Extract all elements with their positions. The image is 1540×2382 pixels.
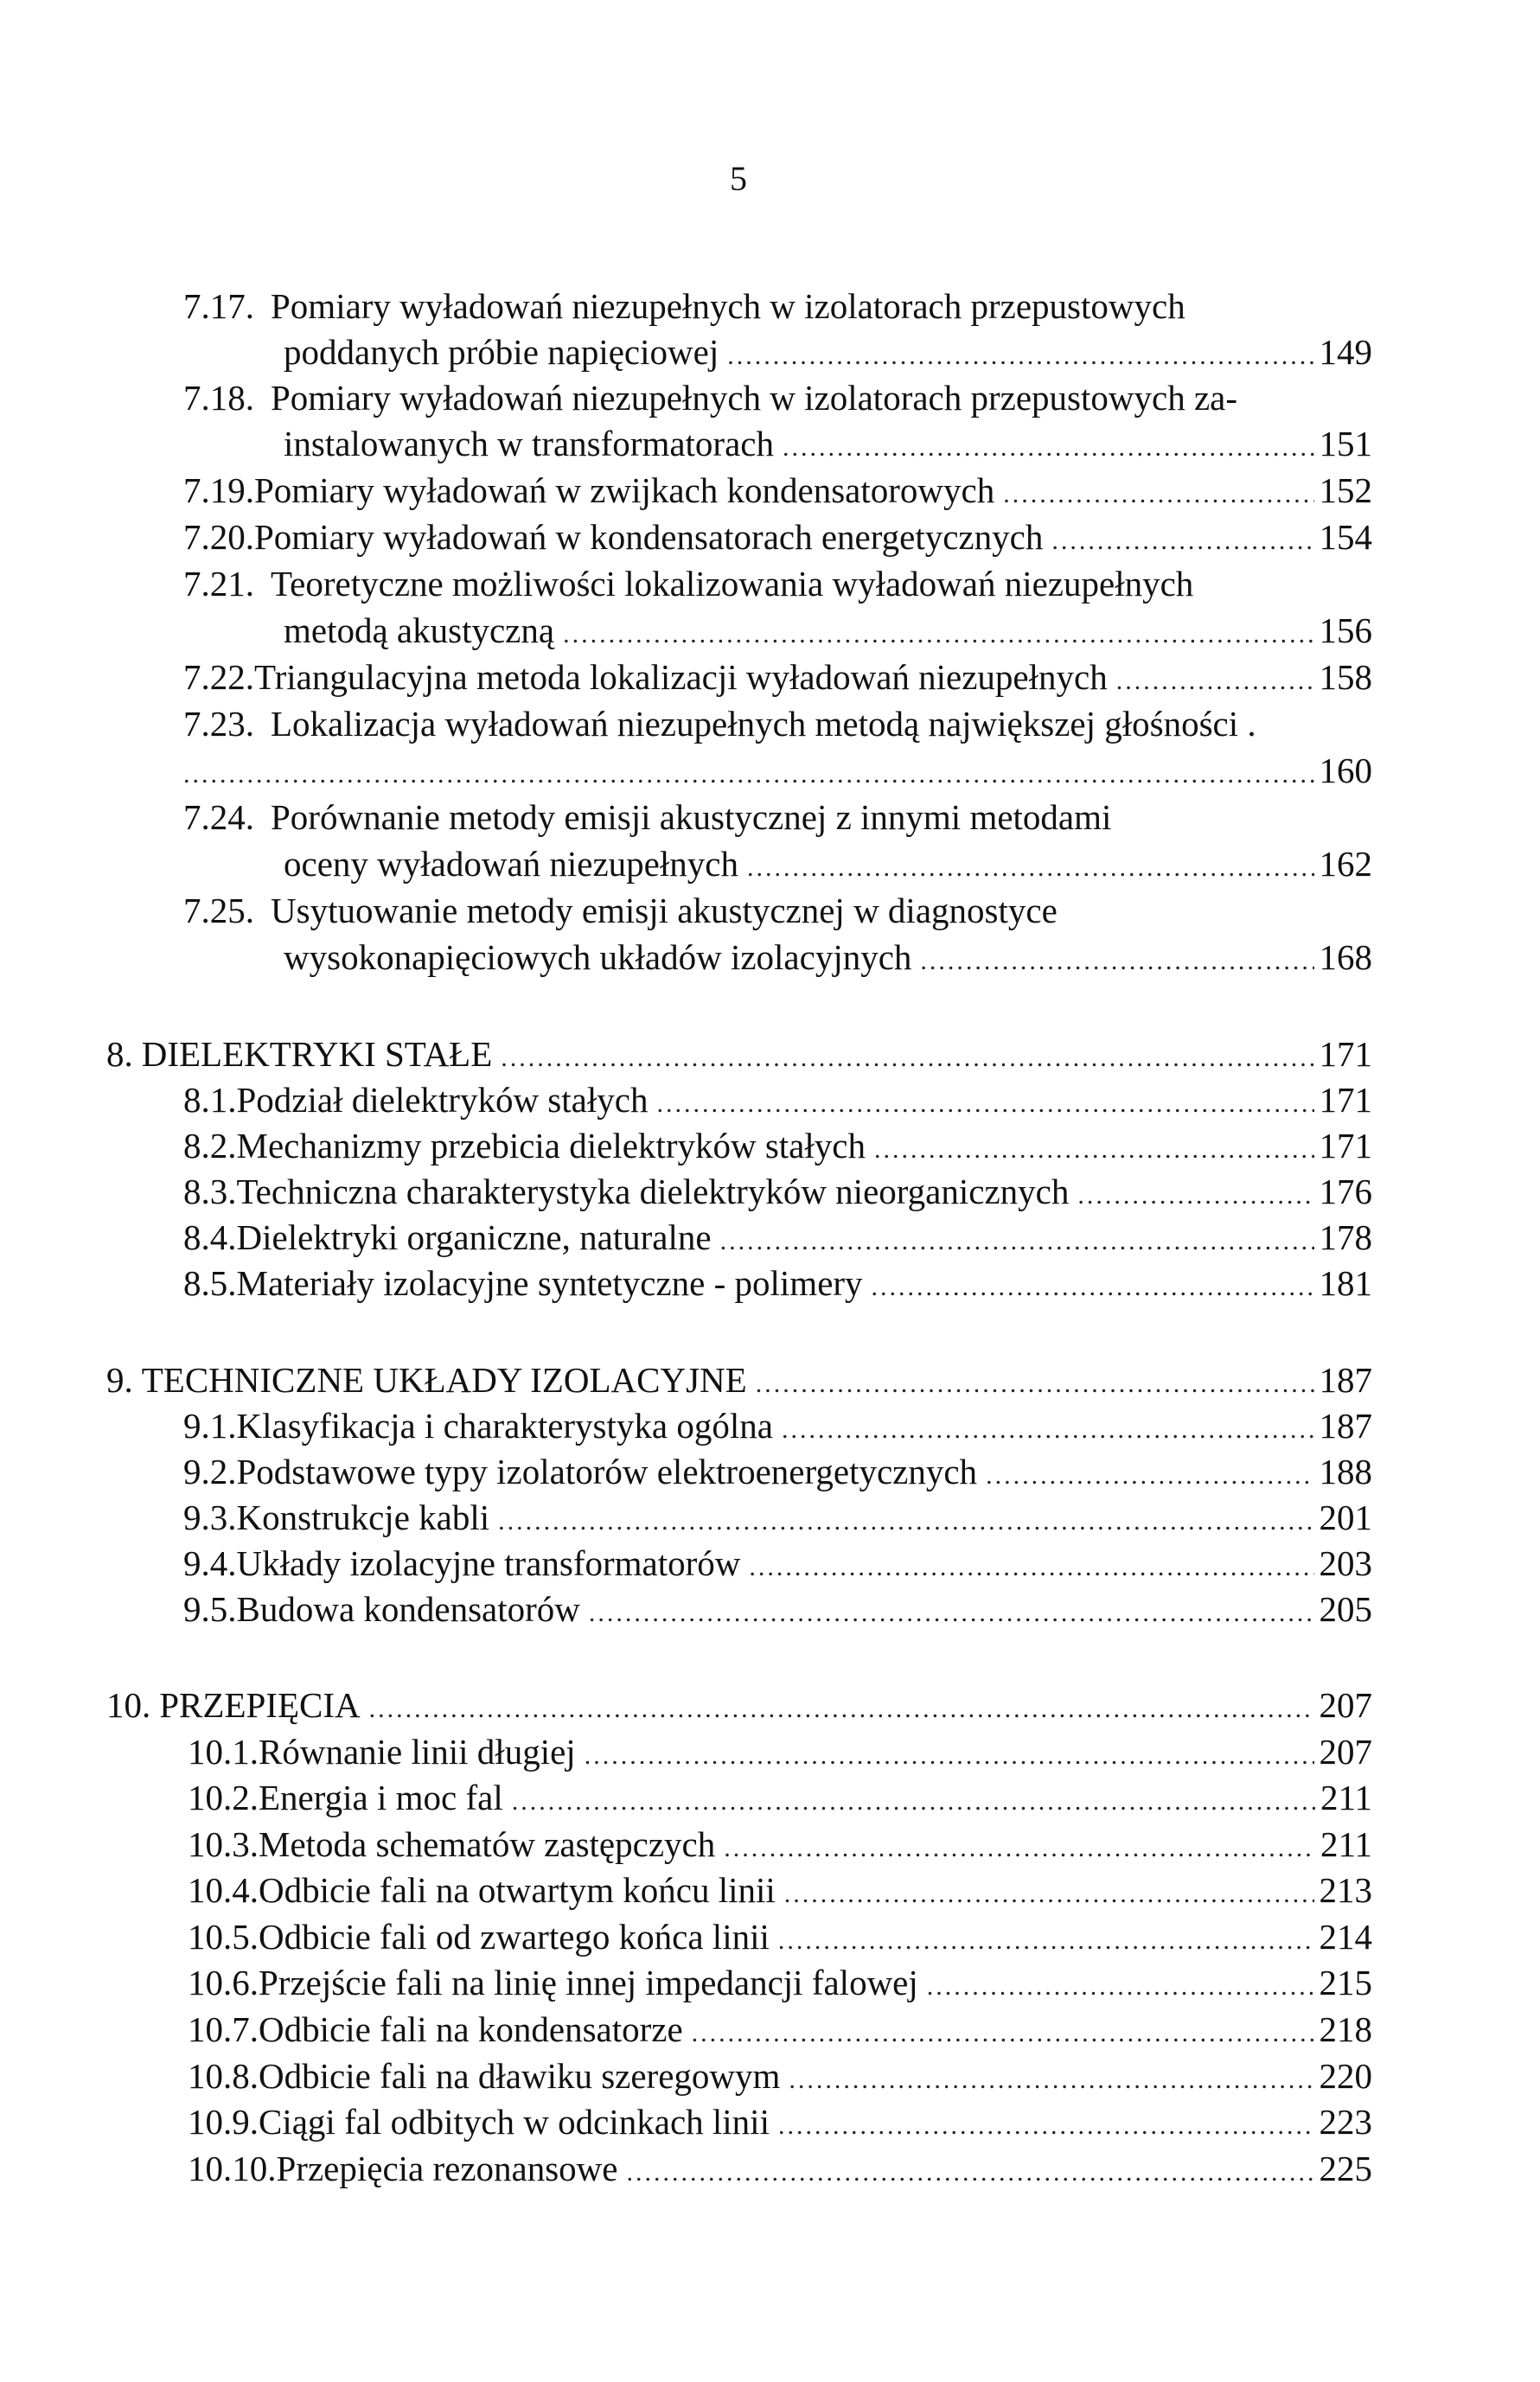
toc-entry-7-23-continuation[interactable] bbox=[183, 747, 1372, 794]
section-number: 9.1. bbox=[183, 1406, 237, 1446]
toc-chapter-8[interactable] bbox=[106, 1031, 1372, 1077]
section-title-continuation: metodą akustyczną bbox=[284, 610, 555, 650]
page-ref: 171 bbox=[1319, 1126, 1372, 1165]
section-number: 8.4. bbox=[183, 1217, 237, 1257]
toc-entry-7-18-continuation[interactable] bbox=[284, 420, 1372, 467]
dot-leader bbox=[778, 2103, 1314, 2149]
page-ref: 171 bbox=[1319, 1034, 1372, 1074]
page-ref: 181 bbox=[1319, 1263, 1372, 1303]
section-number: 7.20. bbox=[183, 517, 254, 557]
toc-entry-10-2[interactable] bbox=[188, 1774, 1372, 1821]
dot-leader bbox=[1051, 518, 1313, 565]
toc-entry-9-3[interactable] bbox=[183, 1494, 1372, 1541]
section-title: Lokalizacja wyładowań niezupełnych metodą największej głośności . bbox=[271, 704, 1256, 744]
section-title: Metoda schematów zastępczych bbox=[259, 1824, 716, 1864]
page-ref: 168 bbox=[1319, 937, 1372, 977]
section-title: Odbicie fali na kondensatorze bbox=[259, 2009, 683, 2049]
toc-entry-10-5[interactable] bbox=[188, 1913, 1372, 1960]
page-ref: 223 bbox=[1319, 2102, 1372, 2142]
toc-chapter-10[interactable] bbox=[106, 1682, 1372, 1728]
toc-entry-10-1[interactable] bbox=[188, 1728, 1372, 1775]
toc-entry-7-22[interactable] bbox=[183, 654, 1372, 700]
dot-leader bbox=[692, 2010, 1314, 2057]
dot-leader bbox=[501, 1035, 1313, 1082]
section-number: 8.5. bbox=[183, 1263, 237, 1303]
toc-entry-7-21-continuation[interactable] bbox=[284, 607, 1372, 654]
section-title: Pomiary wyładowań niezupełnych w izolatorach przepustowych bbox=[271, 286, 1185, 326]
toc-entry-9-2[interactable] bbox=[183, 1448, 1372, 1495]
toc-entry-9-5[interactable] bbox=[183, 1586, 1372, 1632]
page-ref: 205 bbox=[1319, 1589, 1372, 1629]
page-ref: 218 bbox=[1319, 2009, 1372, 2049]
section-number: 9.4. bbox=[183, 1543, 237, 1583]
dot-leader bbox=[724, 1825, 1315, 1872]
toc-entry-8-4[interactable] bbox=[183, 1214, 1372, 1261]
chapter-number: 10. bbox=[106, 1685, 151, 1725]
page-ref: 214 bbox=[1319, 1917, 1372, 1957]
section-number: 7.18. bbox=[183, 378, 254, 418]
section-title: Materiały izolacyjne syntetyczne - polimery bbox=[236, 1263, 863, 1303]
section-number: 8.3. bbox=[183, 1172, 237, 1211]
section-number: 7.25. bbox=[183, 891, 254, 930]
dot-leader bbox=[920, 938, 1313, 985]
page-ref: 215 bbox=[1319, 1963, 1372, 2002]
toc-entry-7-25-continuation[interactable] bbox=[284, 934, 1372, 980]
section-title: Podział dielektryków stałych bbox=[236, 1080, 649, 1120]
section-number: 7.19. bbox=[183, 470, 254, 510]
dot-leader bbox=[585, 1733, 1314, 1779]
section-title: Energia i moc fal bbox=[259, 1778, 503, 1817]
toc-entry-10-8[interactable] bbox=[188, 2053, 1372, 2099]
page-ref: 160 bbox=[1319, 750, 1372, 790]
toc-entry-9-4[interactable] bbox=[183, 1540, 1372, 1587]
toc-chapter-9[interactable] bbox=[106, 1357, 1372, 1403]
section-title: Odbicie fali od zwartego końca linii bbox=[259, 1917, 770, 1957]
section-title: Pomiary wyładowań niezupełnych w izolatorach przepustowych za- bbox=[271, 378, 1237, 418]
toc-entry-10-6[interactable] bbox=[188, 1959, 1372, 2006]
dot-leader bbox=[872, 1264, 1314, 1311]
page-ref: 220 bbox=[1319, 2056, 1372, 2096]
section-title: Ciągi fal odbitych w odcinkach linii bbox=[259, 2102, 770, 2142]
toc-entry-8-1[interactable] bbox=[183, 1076, 1372, 1123]
page-ref: 211 bbox=[1320, 1824, 1372, 1864]
dot-leader bbox=[183, 751, 1314, 798]
section-number: 7.24. bbox=[183, 797, 254, 837]
section-number: 7.22. bbox=[183, 657, 254, 697]
page-ref: 201 bbox=[1319, 1498, 1372, 1537]
dot-leader bbox=[1116, 658, 1314, 705]
toc-entry-7-20[interactable] bbox=[183, 514, 1372, 560]
section-number: 10.2. bbox=[188, 1778, 259, 1817]
section-title: Przejście fali na linię innej impedancji falowej bbox=[259, 1963, 918, 2002]
section-title: Usytuowanie metody emisji akustycznej w diagnostyce bbox=[271, 891, 1058, 930]
section-title: Porównanie metody emisji akustycznej z innymi metodami bbox=[271, 797, 1112, 837]
section-number: 9.2. bbox=[183, 1452, 237, 1491]
dot-leader bbox=[563, 611, 1313, 658]
section-number: 10.10. bbox=[188, 2149, 277, 2188]
dot-leader bbox=[756, 1361, 1314, 1408]
dot-leader bbox=[782, 1407, 1314, 1453]
toc-entry-7-25[interactable] bbox=[183, 887, 1372, 934]
chapter-title: DIELEKTRYKI STAŁE bbox=[141, 1034, 493, 1074]
dot-leader bbox=[778, 1918, 1314, 1964]
toc-entry-9-1[interactable] bbox=[183, 1402, 1372, 1449]
toc-entry-8-5[interactable] bbox=[183, 1260, 1372, 1306]
section-title: Budowa kondensatorów bbox=[236, 1589, 580, 1629]
section-number: 10.7. bbox=[188, 2009, 259, 2049]
page-ref: 151 bbox=[1319, 424, 1372, 463]
toc-entry-7-24[interactable] bbox=[183, 794, 1372, 840]
page-ref: 152 bbox=[1319, 470, 1372, 510]
section-title: Równanie linii długiej bbox=[259, 1732, 576, 1772]
section-title-continuation: wysokonapięciowych układów izolacyjnych bbox=[284, 937, 912, 977]
dot-leader bbox=[627, 2149, 1314, 2196]
page-ref: 225 bbox=[1319, 2149, 1372, 2188]
page-ref: 178 bbox=[1319, 1217, 1372, 1257]
section-title: Podstawowe typy izolatorów elektroenergetycznych bbox=[236, 1452, 978, 1491]
dot-leader bbox=[874, 1127, 1314, 1173]
toc-entry-7-21[interactable] bbox=[183, 560, 1372, 607]
page-ref: 207 bbox=[1319, 1732, 1372, 1772]
page-ref: 176 bbox=[1319, 1172, 1372, 1211]
section-title: Konstrukcje kabli bbox=[236, 1498, 490, 1537]
dot-leader bbox=[986, 1453, 1313, 1499]
page-ref: 149 bbox=[1319, 332, 1372, 372]
section-title: Odbicie fali na dławiku szeregowym bbox=[259, 2056, 781, 2096]
section-title: Pomiary wyładowań w kondensatorach energetycznych bbox=[254, 517, 1044, 557]
section-title: Techniczna charakterystyka dielektryków nieorganicznych bbox=[236, 1172, 1070, 1211]
section-title: Dielektryki organiczne, naturalne bbox=[236, 1217, 712, 1257]
dot-leader bbox=[789, 2057, 1313, 2104]
section-title-continuation: oceny wyładowań niezupełnych bbox=[284, 844, 738, 884]
toc-entry-10-9[interactable] bbox=[188, 2098, 1372, 2145]
chapter-title: TECHNICZNE UKŁADY IZOLACYJNE bbox=[141, 1360, 747, 1400]
toc-entry-7-23[interactable] bbox=[183, 700, 1372, 747]
dot-leader bbox=[512, 1779, 1315, 1825]
section-number: 9.5. bbox=[183, 1589, 237, 1629]
page-ref: 154 bbox=[1319, 517, 1372, 557]
section-number: 10.1. bbox=[188, 1732, 259, 1772]
page-ref: 158 bbox=[1319, 657, 1372, 697]
toc-entry-8-3[interactable] bbox=[183, 1168, 1372, 1215]
dot-leader bbox=[369, 1686, 1314, 1733]
toc-entry-7-18[interactable] bbox=[183, 374, 1372, 421]
toc-entry-10-4[interactable] bbox=[188, 1867, 1372, 1913]
section-title: Pomiary wyładowań w zwijkach kondensatorowych bbox=[254, 470, 995, 510]
section-number: 10.6. bbox=[188, 1963, 259, 2002]
page-number: 5 bbox=[730, 159, 747, 198]
section-number: 8.1. bbox=[183, 1080, 237, 1120]
toc-entry-8-2[interactable] bbox=[183, 1122, 1372, 1169]
section-title: Układy izolacyjne transformatorów bbox=[236, 1543, 741, 1583]
section-title: Triangulacyjna metoda lokalizacji wyładowań niezupełnych bbox=[254, 657, 1108, 697]
page-ref: 188 bbox=[1319, 1452, 1372, 1491]
dot-leader bbox=[927, 1964, 1314, 2010]
section-number: 7.21. bbox=[183, 564, 254, 603]
dot-leader bbox=[1003, 471, 1313, 518]
chapter-number: 9. bbox=[106, 1360, 133, 1400]
dot-leader bbox=[589, 1590, 1314, 1637]
chapter-number: 8. bbox=[106, 1034, 133, 1074]
section-number: 8.2. bbox=[183, 1126, 237, 1165]
section-number: 10.4. bbox=[188, 1870, 259, 1910]
dot-leader bbox=[783, 425, 1314, 471]
chapter-title: PRZEPIĘCIA bbox=[159, 1685, 361, 1725]
dot-leader bbox=[720, 1218, 1314, 1265]
page-ref: 211 bbox=[1320, 1778, 1372, 1817]
toc-entry-10-10[interactable] bbox=[188, 2145, 1372, 2192]
section-title: Przepięcia rezonansowe bbox=[276, 2149, 618, 2188]
dot-leader bbox=[727, 333, 1313, 380]
page-ref: 187 bbox=[1319, 1360, 1372, 1400]
page-ref: 187 bbox=[1319, 1406, 1372, 1446]
page-ref: 156 bbox=[1319, 610, 1372, 650]
section-title-continuation: instalowanych w transformatorach bbox=[284, 424, 774, 463]
toc-entry-7-24-continuation[interactable] bbox=[284, 840, 1372, 887]
dot-leader bbox=[656, 1081, 1313, 1127]
section-number: 10.8. bbox=[188, 2056, 259, 2096]
toc-entry-7-17-continuation[interactable] bbox=[284, 329, 1372, 375]
page-ref: 213 bbox=[1319, 1870, 1372, 1910]
dot-leader bbox=[1077, 1172, 1313, 1219]
section-number: 10.3. bbox=[188, 1824, 259, 1864]
section-title-continuation: poddanych próbie napięciowej bbox=[284, 332, 719, 372]
section-number: 10.5. bbox=[188, 1917, 259, 1957]
toc-entry-7-19[interactable] bbox=[183, 467, 1372, 514]
toc-entry-7-17[interactable] bbox=[183, 283, 1372, 329]
toc-entry-10-7[interactable] bbox=[188, 2006, 1372, 2053]
dot-leader bbox=[749, 1544, 1313, 1591]
page-ref: 207 bbox=[1319, 1685, 1372, 1725]
section-number: 9.3. bbox=[183, 1498, 237, 1537]
dot-leader bbox=[498, 1498, 1313, 1545]
page-ref: 162 bbox=[1319, 844, 1372, 884]
dot-leader bbox=[747, 845, 1314, 891]
section-title: Teoretyczne możliwości lokalizowania wyładowań niezupełnych bbox=[271, 564, 1194, 603]
section-number: 7.23. bbox=[183, 704, 254, 744]
section-number: 10.9. bbox=[188, 2102, 259, 2142]
page-ref: 171 bbox=[1319, 1080, 1372, 1120]
toc-entry-10-3[interactable] bbox=[188, 1821, 1372, 1868]
dot-leader bbox=[784, 1871, 1314, 1918]
section-title: Odbicie fali na otwartym końcu linii bbox=[259, 1870, 776, 1910]
page-ref: 203 bbox=[1319, 1543, 1372, 1583]
section-title: Klasyfikacja i charakterystyka ogólna bbox=[236, 1406, 773, 1446]
section-number: 7.17. bbox=[183, 286, 254, 326]
section-title: Mechanizmy przebicia dielektryków stałych bbox=[236, 1126, 866, 1165]
